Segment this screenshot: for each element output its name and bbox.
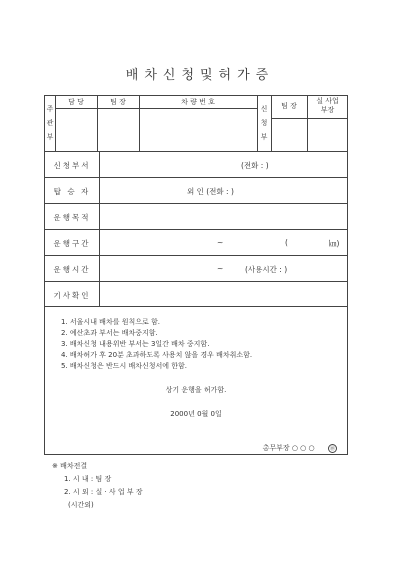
note-item: 1. 서울시내 배차를 원칙으로 함. <box>61 318 160 326</box>
driver-confirm-field[interactable] <box>105 290 341 300</box>
footnote-line: 1. 시 내 : 팀 장 <box>64 475 112 483</box>
header-team-leader: 팀 장 <box>110 98 126 106</box>
route-distance-unit: ㎞) <box>329 239 340 248</box>
label-requesting-dept: 신청부서 <box>53 161 91 170</box>
header-business-head: 실 사업 부장 <box>316 97 339 114</box>
label-driver-confirm: 기사확인 <box>53 291 91 300</box>
passenger-phone[interactable]: 외 인 (전화 : ) <box>187 187 234 196</box>
document-title: 배차신청및허가증 <box>125 68 275 83</box>
label-purpose: 운행목적 <box>53 213 91 222</box>
footnote-sub: (시간외) <box>68 501 94 509</box>
signature-line <box>263 443 337 453</box>
header-staff: 담 당 <box>68 98 84 106</box>
note-item: 3. 배차신청 내용위반 부서는 3일간 배차 중지함. <box>61 340 210 348</box>
approval-statement: 상기 운행을 허가함. <box>165 386 227 394</box>
issue-date: 2000년 0월 0일 <box>170 410 222 418</box>
purpose-field[interactable] <box>105 212 341 222</box>
time-tilde[interactable]: ~ <box>217 264 224 273</box>
label-passenger: 탑 승 자 <box>53 187 91 196</box>
label-route: 운행구간 <box>53 239 91 248</box>
header-right-team-leader: 팀 장 <box>281 102 297 110</box>
approval-right-group-label: 신 청 부 <box>260 105 268 141</box>
seal-icon: ㊞ <box>329 445 335 452</box>
note-item: 2. 예산초과 부서는 배차중지함. <box>61 329 158 337</box>
notes-block <box>44 307 348 455</box>
approval-left-group-label: 주 관 부 <box>46 105 54 141</box>
footnote-line: 2. 시 외 : 실 · 사 업 부 장 <box>64 488 143 496</box>
request-form <box>44 151 348 307</box>
signer-name: 총무부장 ○ ○ ○ <box>262 444 315 452</box>
note-item: 4. 배차허가 후 20분 초과하도록 사용치 않을 경우 배차취소함. <box>61 351 253 359</box>
note-item: 5. 배차신청은 반드시 배차신청서에 한함. <box>61 362 187 370</box>
route-distance-open: ( <box>285 238 288 247</box>
footnote-heading: ※ 배차전결 <box>52 462 88 470</box>
route-tilde[interactable]: ~ <box>217 238 224 247</box>
time-usage: (사용시간 : ) <box>245 265 288 274</box>
label-time: 운행시간 <box>53 265 91 274</box>
approval-block <box>44 95 348 152</box>
requesting-dept-phone[interactable]: (전화 : ) <box>241 161 269 170</box>
header-vehicle-number: 차 량 번 호 <box>181 98 215 106</box>
